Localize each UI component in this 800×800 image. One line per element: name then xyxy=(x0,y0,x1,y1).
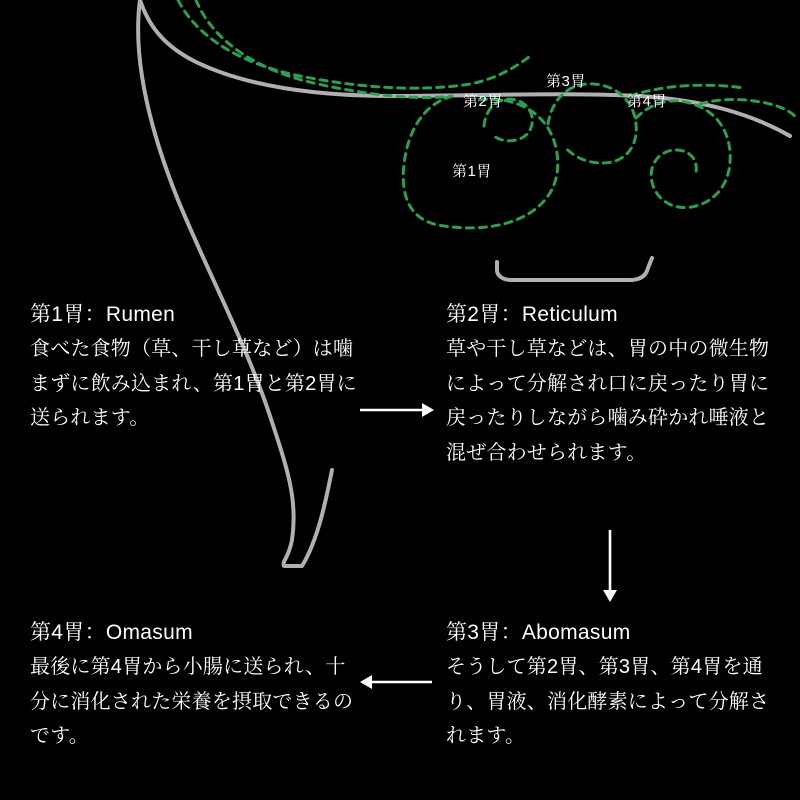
block-body-rumen: 食べた食物（草、干し草など）は噛まずに飲み込まれ、第1胃と第2胃に送られます。 xyxy=(30,338,357,430)
stomach-label-4: 第4胃 xyxy=(627,93,667,110)
stomach-label-1: 第1胃 xyxy=(452,163,492,180)
stomach-label-2: 第2胃 xyxy=(463,93,503,110)
text-block-omasum xyxy=(30,618,360,754)
text-block-reticulum xyxy=(446,300,776,470)
block-title-reticulum: 第2胃：Reticulum xyxy=(446,303,618,326)
block-body-omasum: 最後に第4胃から小腸に送られ、十分に消化された栄養を摂取できるのです。 xyxy=(30,656,354,748)
block-title-omasum: 第4胃：Omasum xyxy=(30,621,193,644)
stomach-label-3: 第3胃 xyxy=(546,73,586,90)
block-title-abomasum: 第3胃：Abomasum xyxy=(446,621,631,644)
text-block-rumen xyxy=(30,300,360,436)
block-body-abomasum: そうして第2胃、第3胃、第4胃を通り、胃液、消化酵素によって分解されます。 xyxy=(446,656,770,748)
stomach-outlines xyxy=(178,0,798,228)
text-block-abomasum xyxy=(446,618,776,754)
block-title-rumen: 第1胃：Rumen xyxy=(30,303,176,326)
block-body-reticulum: 草や干し草などは、胃の中の微生物によって分解され口に戻ったり胃に戻ったりしながら噛み砕かれ唾液と混ぜ合わせられます。 xyxy=(446,338,770,464)
